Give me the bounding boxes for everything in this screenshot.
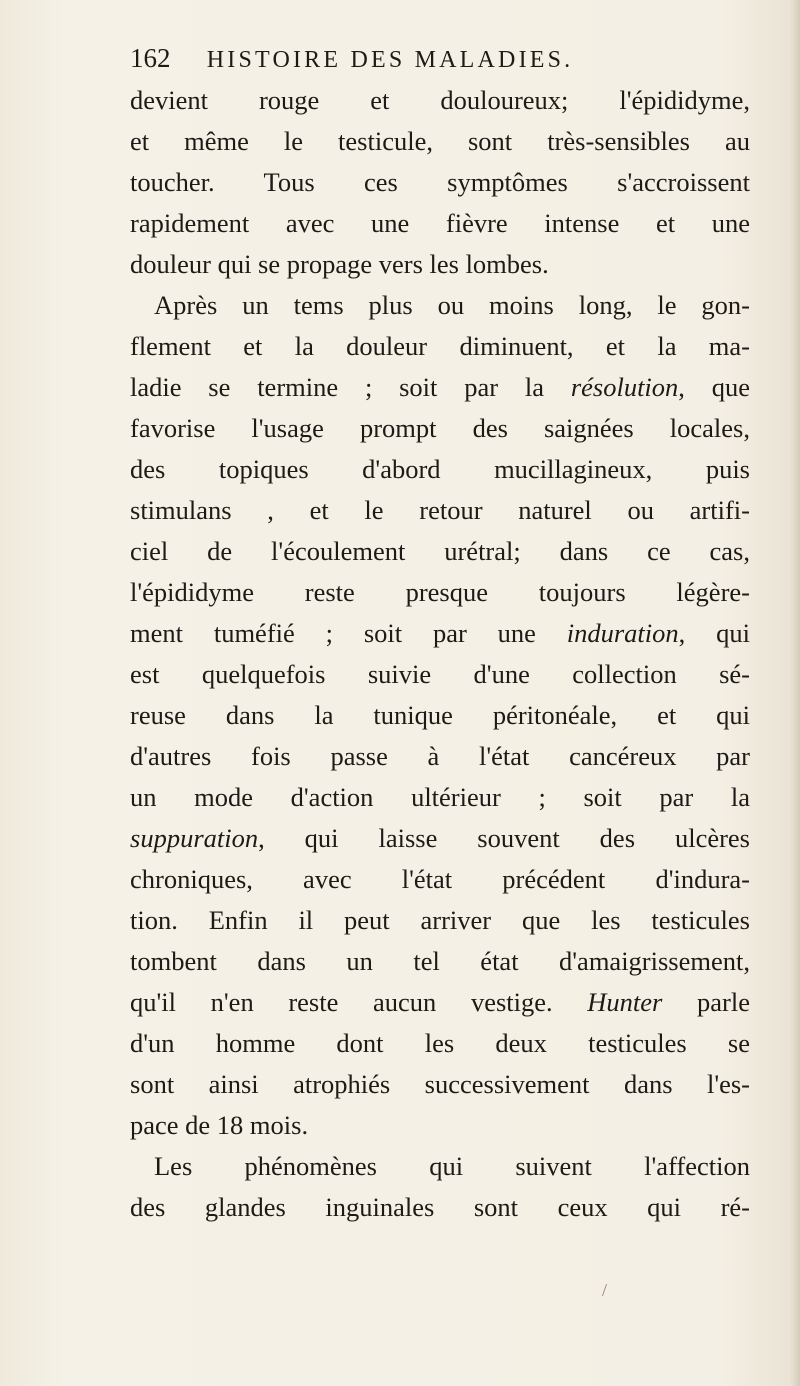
italic-term: induration bbox=[566, 618, 679, 648]
text-segment: , qui bbox=[678, 618, 750, 648]
text-line: pace de 18 mois. bbox=[130, 1110, 309, 1140]
text-line: tion. Enfin il peut arriver que les testicules bbox=[130, 905, 750, 935]
text-line: toucher. Tous ces symptômes s'accroissent bbox=[130, 167, 750, 197]
text-line: l'épididyme reste presque toujours légère- bbox=[130, 577, 750, 607]
text-segment: parle bbox=[662, 987, 750, 1017]
text-segment: , qui laisse souvent des ulcères bbox=[258, 823, 750, 853]
text-line: flement et la douleur diminuent, et la ma- bbox=[130, 331, 750, 361]
text-segment: , que bbox=[678, 372, 750, 402]
text-line bbox=[130, 613, 750, 654]
page-number: 162 bbox=[130, 43, 171, 73]
text-line: et même le testicule, sont très-sensibles au bbox=[130, 126, 750, 156]
text-line: des topiques d'abord mucillagineux, puis bbox=[130, 454, 750, 484]
text-segment: qu'il n'en reste aucun vestige. bbox=[130, 987, 588, 1017]
text-line: rapidement avec une fièvre intense et une bbox=[130, 208, 750, 238]
text-line: douleur qui se propage vers les lombes. bbox=[130, 249, 549, 279]
text-line: chroniques, avec l'état précédent d'indura- bbox=[130, 864, 750, 894]
text-line bbox=[130, 982, 750, 1023]
text-line: est quelquefois suivie d'une collection sé- bbox=[130, 659, 750, 689]
text-line: Après un tems plus ou moins long, le gon- bbox=[154, 290, 750, 320]
text-line: Les phénomènes qui suivent l'affection bbox=[154, 1151, 750, 1181]
running-title: HISTOIRE DES MALADIES. bbox=[206, 47, 574, 73]
page-header bbox=[130, 38, 750, 78]
text-line: sont ainsi atrophiés successivement dans l'es- bbox=[130, 1069, 750, 1099]
text-line: reuse dans la tunique péritonéale, et qui bbox=[130, 700, 750, 730]
body-text bbox=[130, 80, 750, 1228]
text-segment: ment tuméfié ; soit par une bbox=[130, 618, 567, 648]
text-line: ciel de l'écoulement urétral; dans ce cas, bbox=[130, 536, 750, 566]
text-line: devient rouge et douloureux; l'épididyme, bbox=[130, 85, 750, 115]
page-edge-shadow bbox=[790, 0, 800, 1386]
italic-term: suppuration bbox=[130, 823, 259, 853]
text-line: stimulans , et le retour naturel ou artifi- bbox=[130, 495, 750, 525]
italic-term: résolution bbox=[570, 372, 679, 402]
stray-mark: / bbox=[602, 1280, 608, 1300]
text-line: tombent dans un tel état d'amaigrissement, bbox=[130, 946, 750, 976]
text-segment: ladie se termine ; soit par la bbox=[130, 372, 571, 402]
text-line: des glandes inguinales sont ceux qui ré- bbox=[130, 1192, 750, 1222]
italic-term: Hunter bbox=[587, 987, 663, 1017]
text-line bbox=[130, 367, 750, 408]
text-line: un mode d'action ultérieur ; soit par la bbox=[130, 782, 750, 812]
text-line: favorise l'usage prompt des saignées locales, bbox=[130, 413, 750, 443]
text-line: d'un homme dont les deux testicules se bbox=[130, 1028, 750, 1058]
text-line: d'autres fois passe à l'état cancéreux par bbox=[130, 741, 750, 771]
text-line bbox=[130, 818, 750, 859]
